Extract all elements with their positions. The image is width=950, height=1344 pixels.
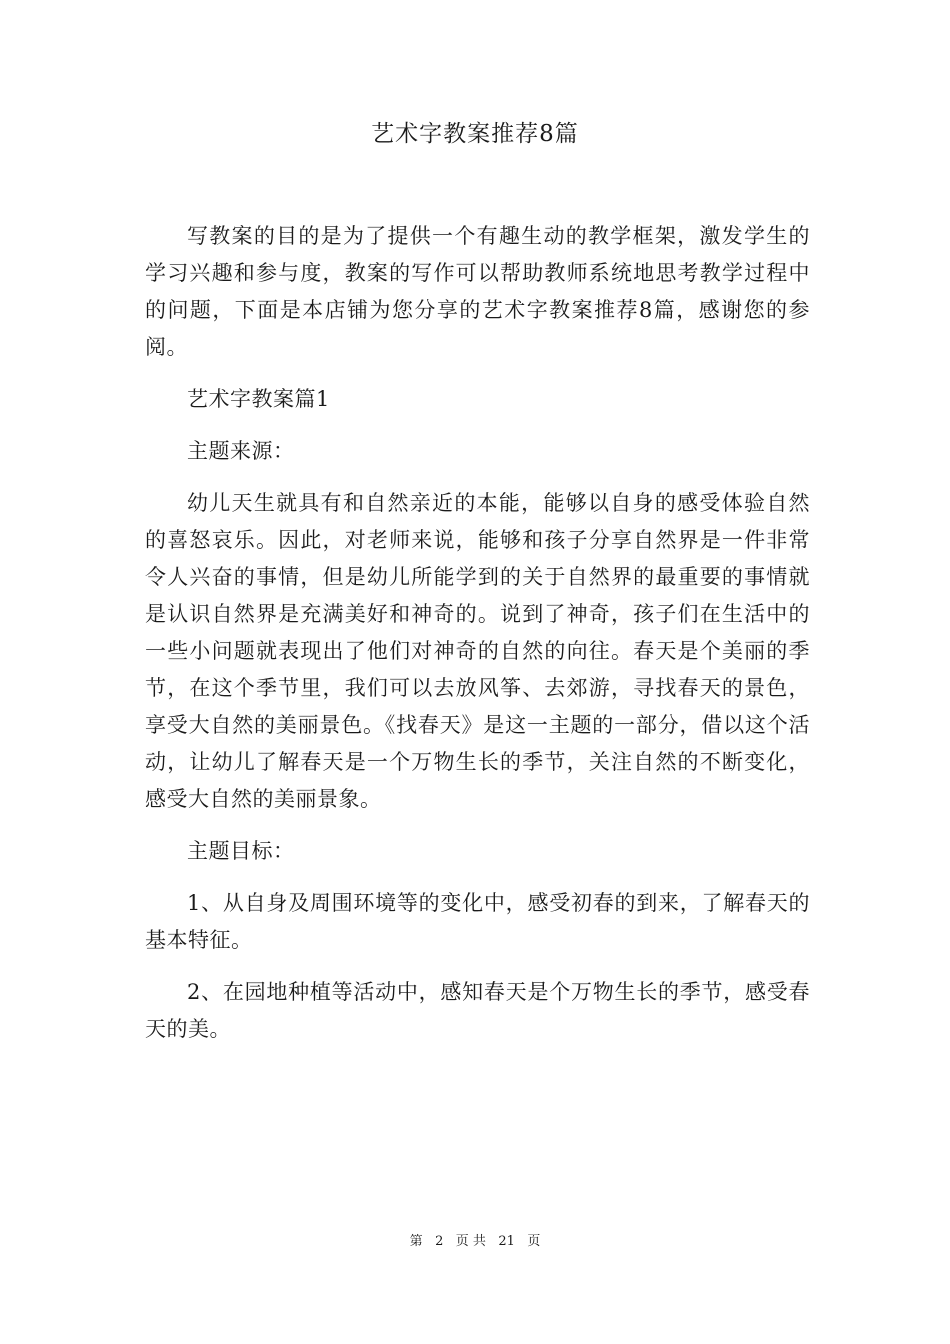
topic-goal-label: 主题目标： <box>187 839 295 863</box>
document-title: 艺术字教案推荐8篇 <box>371 121 579 147</box>
document-body <box>145 218 810 1063</box>
footer-middle: 页 共 <box>455 1234 486 1249</box>
footer-page-number: 2 <box>435 1234 444 1249</box>
page-footer <box>0 1232 950 1252</box>
footer-prefix: 第 <box>409 1234 423 1249</box>
topic-source-label: 主题来源： <box>187 439 295 463</box>
footer-total-pages: 21 <box>498 1234 515 1249</box>
topic-source-paragraph: 幼儿天生就具有和自然亲近的本能，能够以自身的感受体验自然的喜怒哀乐。因此，对老师来说，能够和孩子分享自然界是一件非常令人兴奋的事情，但是幼儿所能学到的关于自然界的最重要的事情就是认识自然界是充满美好和神奇的。说到了神奇，孩子们在生活中的一些小问题就表现出了他们对神奇的自然的向往。春天是个美丽的季节，在这个季节里，我们可以去放风筝、去郊游，寻找春天的景色，享受大自然的美丽景色。《找春天》是这一主题的一部分，借以这个活动，让幼儿了解春天是一个万物生长的季节，关注自然的不断变化，感受大自然的美丽景象。 <box>145 491 810 811</box>
goal-item-2: 2、在园地种植等活动中，感知春天是个万物生长的季节，感受春天的美。 <box>145 980 810 1041</box>
goal-item-1: 1、从自身及周围环境等的变化中，感受初春的到来，了解春天的基本特征。 <box>145 891 810 952</box>
section-heading: 艺术字教案篇1 <box>187 387 330 411</box>
footer-suffix: 页 <box>527 1234 541 1249</box>
intro-paragraph: 写教案的目的是为了提供一个有趣生动的教学框架，激发学生的学习兴趣和参与度，教案的写作可以帮助教师系统地思考教学过程中的问题，下面是本店铺为您分享的艺术字教案推荐8篇，感谢您的参阅。 <box>145 224 810 359</box>
